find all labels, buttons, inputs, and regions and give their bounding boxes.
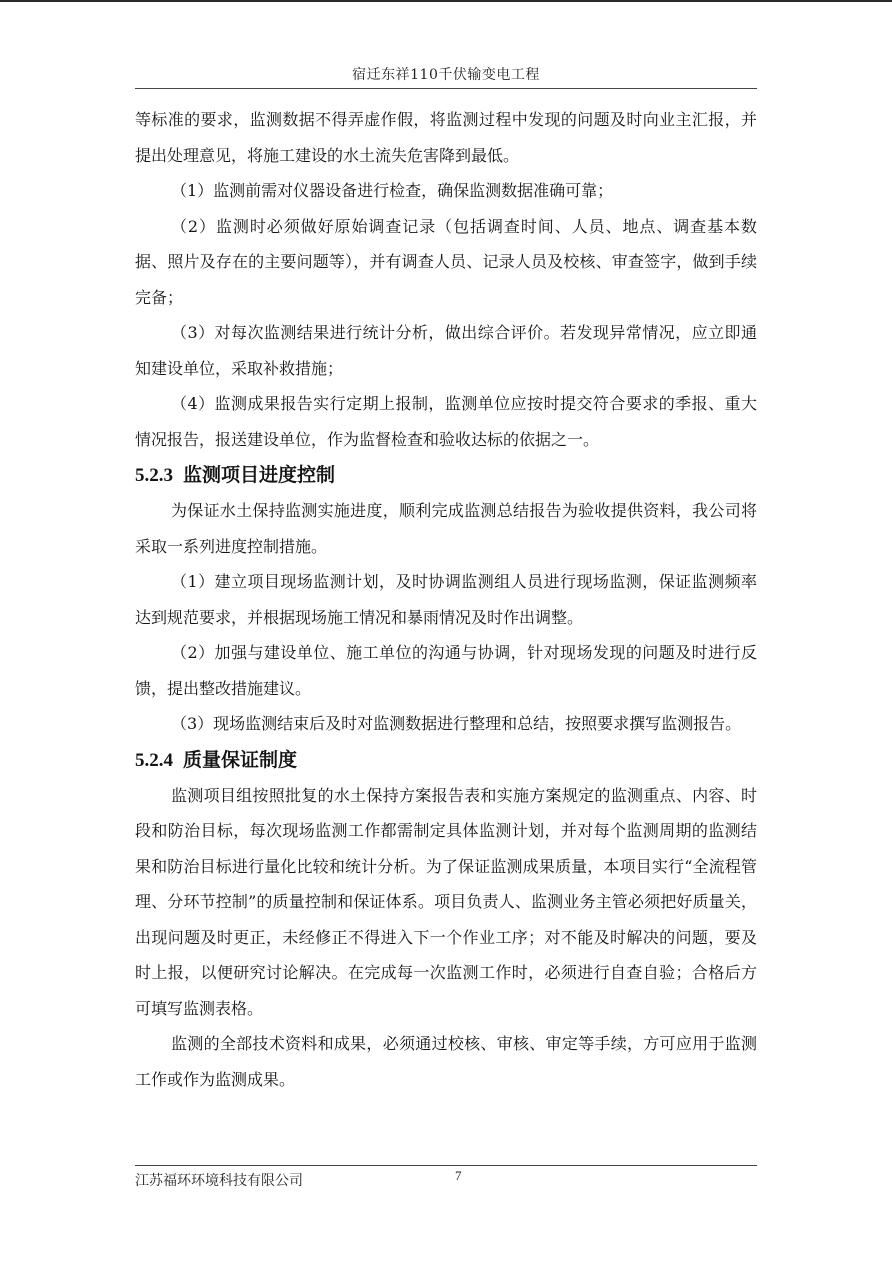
list-item: （4）监测成果报告实行定期上报制，监测单位应按时提交符合要求的季报、重大情况报告，报送建设单位，作为监督检查和验收达标的依据之一。 xyxy=(135,394,757,449)
list-item: （2）监测时必须做好原始调查记录（包括调查时间、人员、地点、调查基本数据、照片及存在的主要问题等），并有调查人员、记录人员及校核、审查签字，做到手续完备； xyxy=(135,216,757,307)
list-item: （1）建立项目现场监测计划，及时协调监测组人员进行现场监测，保证监测频率达到规范要求，并根据现场施工情况和暴雨情况及时作出调整。 xyxy=(135,572,757,627)
page-number: 7 xyxy=(455,1168,462,1183)
continuation-paragraph: 等标准的要求，监测数据不得弄虚作假，将监测过程中发现的问题及时向业主汇报，并提出处理意见，将施工建设的水土流失危害降到最低。 xyxy=(135,110,757,165)
list-item: （3）现场监测结束后及时对监测数据进行整理和总结，按照要求撰写监测报告。 xyxy=(171,714,742,733)
quality-paragraph: 监测的全部技术资料和成果，必须通过校核、审核、审定等手续，方可应用于监测工作或作为监测成果。 xyxy=(135,1034,757,1089)
page-header-title: 宿迁东祥110千伏输变电工程 xyxy=(352,67,540,83)
header-divider xyxy=(135,88,757,89)
footer-company-name: 江苏福环环境科技有限公司 xyxy=(135,1173,303,1189)
section-heading-5-2-4 xyxy=(135,742,757,778)
footer-divider xyxy=(135,1165,757,1166)
section-number: 5.2.4 xyxy=(135,749,173,771)
section-intro-paragraph: 为保证水土保持监测实施进度，顺利完成监测总结报告为验收提供资料，我公司将采取一系列进度控制措施。 xyxy=(135,501,757,556)
section-title: 监测项目进度控制 xyxy=(183,464,336,486)
list-item: （2）加强与建设单位、施工单位的沟通与协调，针对现场发现的问题及时进行反馈，提出整改措施建议。 xyxy=(135,643,757,698)
list-item: （1）监测前需对仪器设备进行检查，确保监测数据准确可靠； xyxy=(171,181,614,200)
section-heading-5-2-3 xyxy=(135,457,757,493)
quality-paragraph: 监测项目组按照批复的水土保持方案报告表和实施方案规定的监测重点、内容、时段和防治目标，每次现场监测工作都需制定具体监测计划，并对每个监测周期的监测结果和防治目标进行量化比较和统计分析。为了保证监测成果质量，本项目实行“全流程管理、分环节控制”的质量控制和保证体系。项目负责人、监测业务主管必须把好质量关，出现问题及时更正，未经修正不得进入下一个作业工序；对不能及时解决的问题，要及时上报，以便研究讨论解决。在完成每一次监测工作时，必须进行自查自验；合格后方可填写监测表格。 xyxy=(135,785,757,1018)
document-body xyxy=(135,102,757,1097)
top-border xyxy=(0,0,892,2)
list-item: （3）对每次监测结果进行统计分析，做出综合评价。若发现异常情况，应立即通知建设单位，采取补救措施； xyxy=(135,323,757,378)
section-title: 质量保证制度 xyxy=(183,748,298,771)
section-number: 5.2.3 xyxy=(135,465,173,486)
